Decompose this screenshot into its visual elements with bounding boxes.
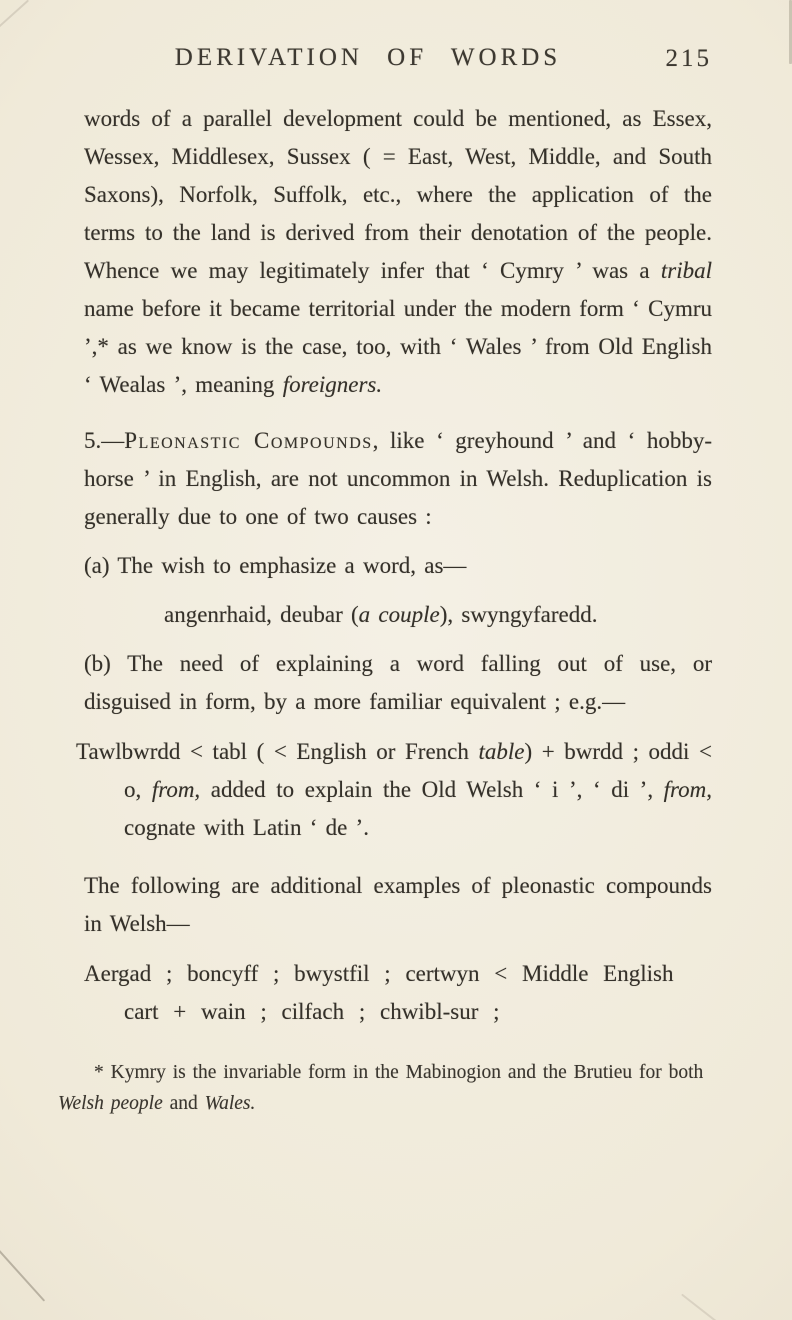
running-header xyxy=(84,44,712,72)
example-line-emphasis: angenrhaid, deubar (a couple), swyngyfaredd. xyxy=(164,602,598,627)
paragraph-continuation: words of a parallel development could be mentioned, as Essex, Wessex, Middlesex, Sussex ( = East, West, Middle, and South Saxons), Norfolk, Suffolk, etc., where the application of the terms to the land is derived from their denotation of the people. Whence we may legitimately infer that ‘ Cymry ’ was a tribal name before it became territorial under the modern form ‘ Cymru ’,* as we know is the case, too, with ‘ Wales ’ from Old English ‘ Wealas ’, meaning foreigners. xyxy=(84,106,712,397)
scan-artifact xyxy=(681,1294,725,1320)
paragraph-cause-a: (a) The wish to emphasize a word, as— xyxy=(84,553,467,578)
scan-artifact xyxy=(0,0,29,30)
page-number: 215 xyxy=(665,45,712,72)
scan-artifact xyxy=(0,1248,45,1301)
paragraph-section-5-pleonastic-compounds: 5.—Pleonastic Compounds, like ‘ greyhound ’ and ‘ hobby-horse ’ in English, are not uncommon in Welsh. Reduplication is generally due to one of two causes : xyxy=(84,428,713,529)
paragraph-cause-b: (b) The need of explaining a word falling out of use, or disguised in form, by a more familiar equivalent ; e.g.— xyxy=(84,651,712,714)
paragraph-examples-list: Aergad ; boncyff ; bwystfil ; certwyn < Middle English cart + wain ; cilfach ; chwibl-sur ; xyxy=(84,961,674,1024)
footnote-kymry: * Kymry is the invariable form in the Mabinogion and the Brutieu for both Welsh people and Wales. xyxy=(58,1062,704,1114)
page-title: DERIVATION OF WORDS xyxy=(174,44,562,71)
paragraph-tawlbwrdd-example: Tawlbwrdd < tabl ( < English or French table) + bwrdd ; oddi < o, from, added to explain the Old Welsh ‘ i ’, ‘ di ’, from, cognate with Latin ‘ de ’. xyxy=(76,739,712,840)
paragraph-additional-examples-intro: The following are additional examples of pleonastic compounds in Welsh— xyxy=(84,873,712,936)
